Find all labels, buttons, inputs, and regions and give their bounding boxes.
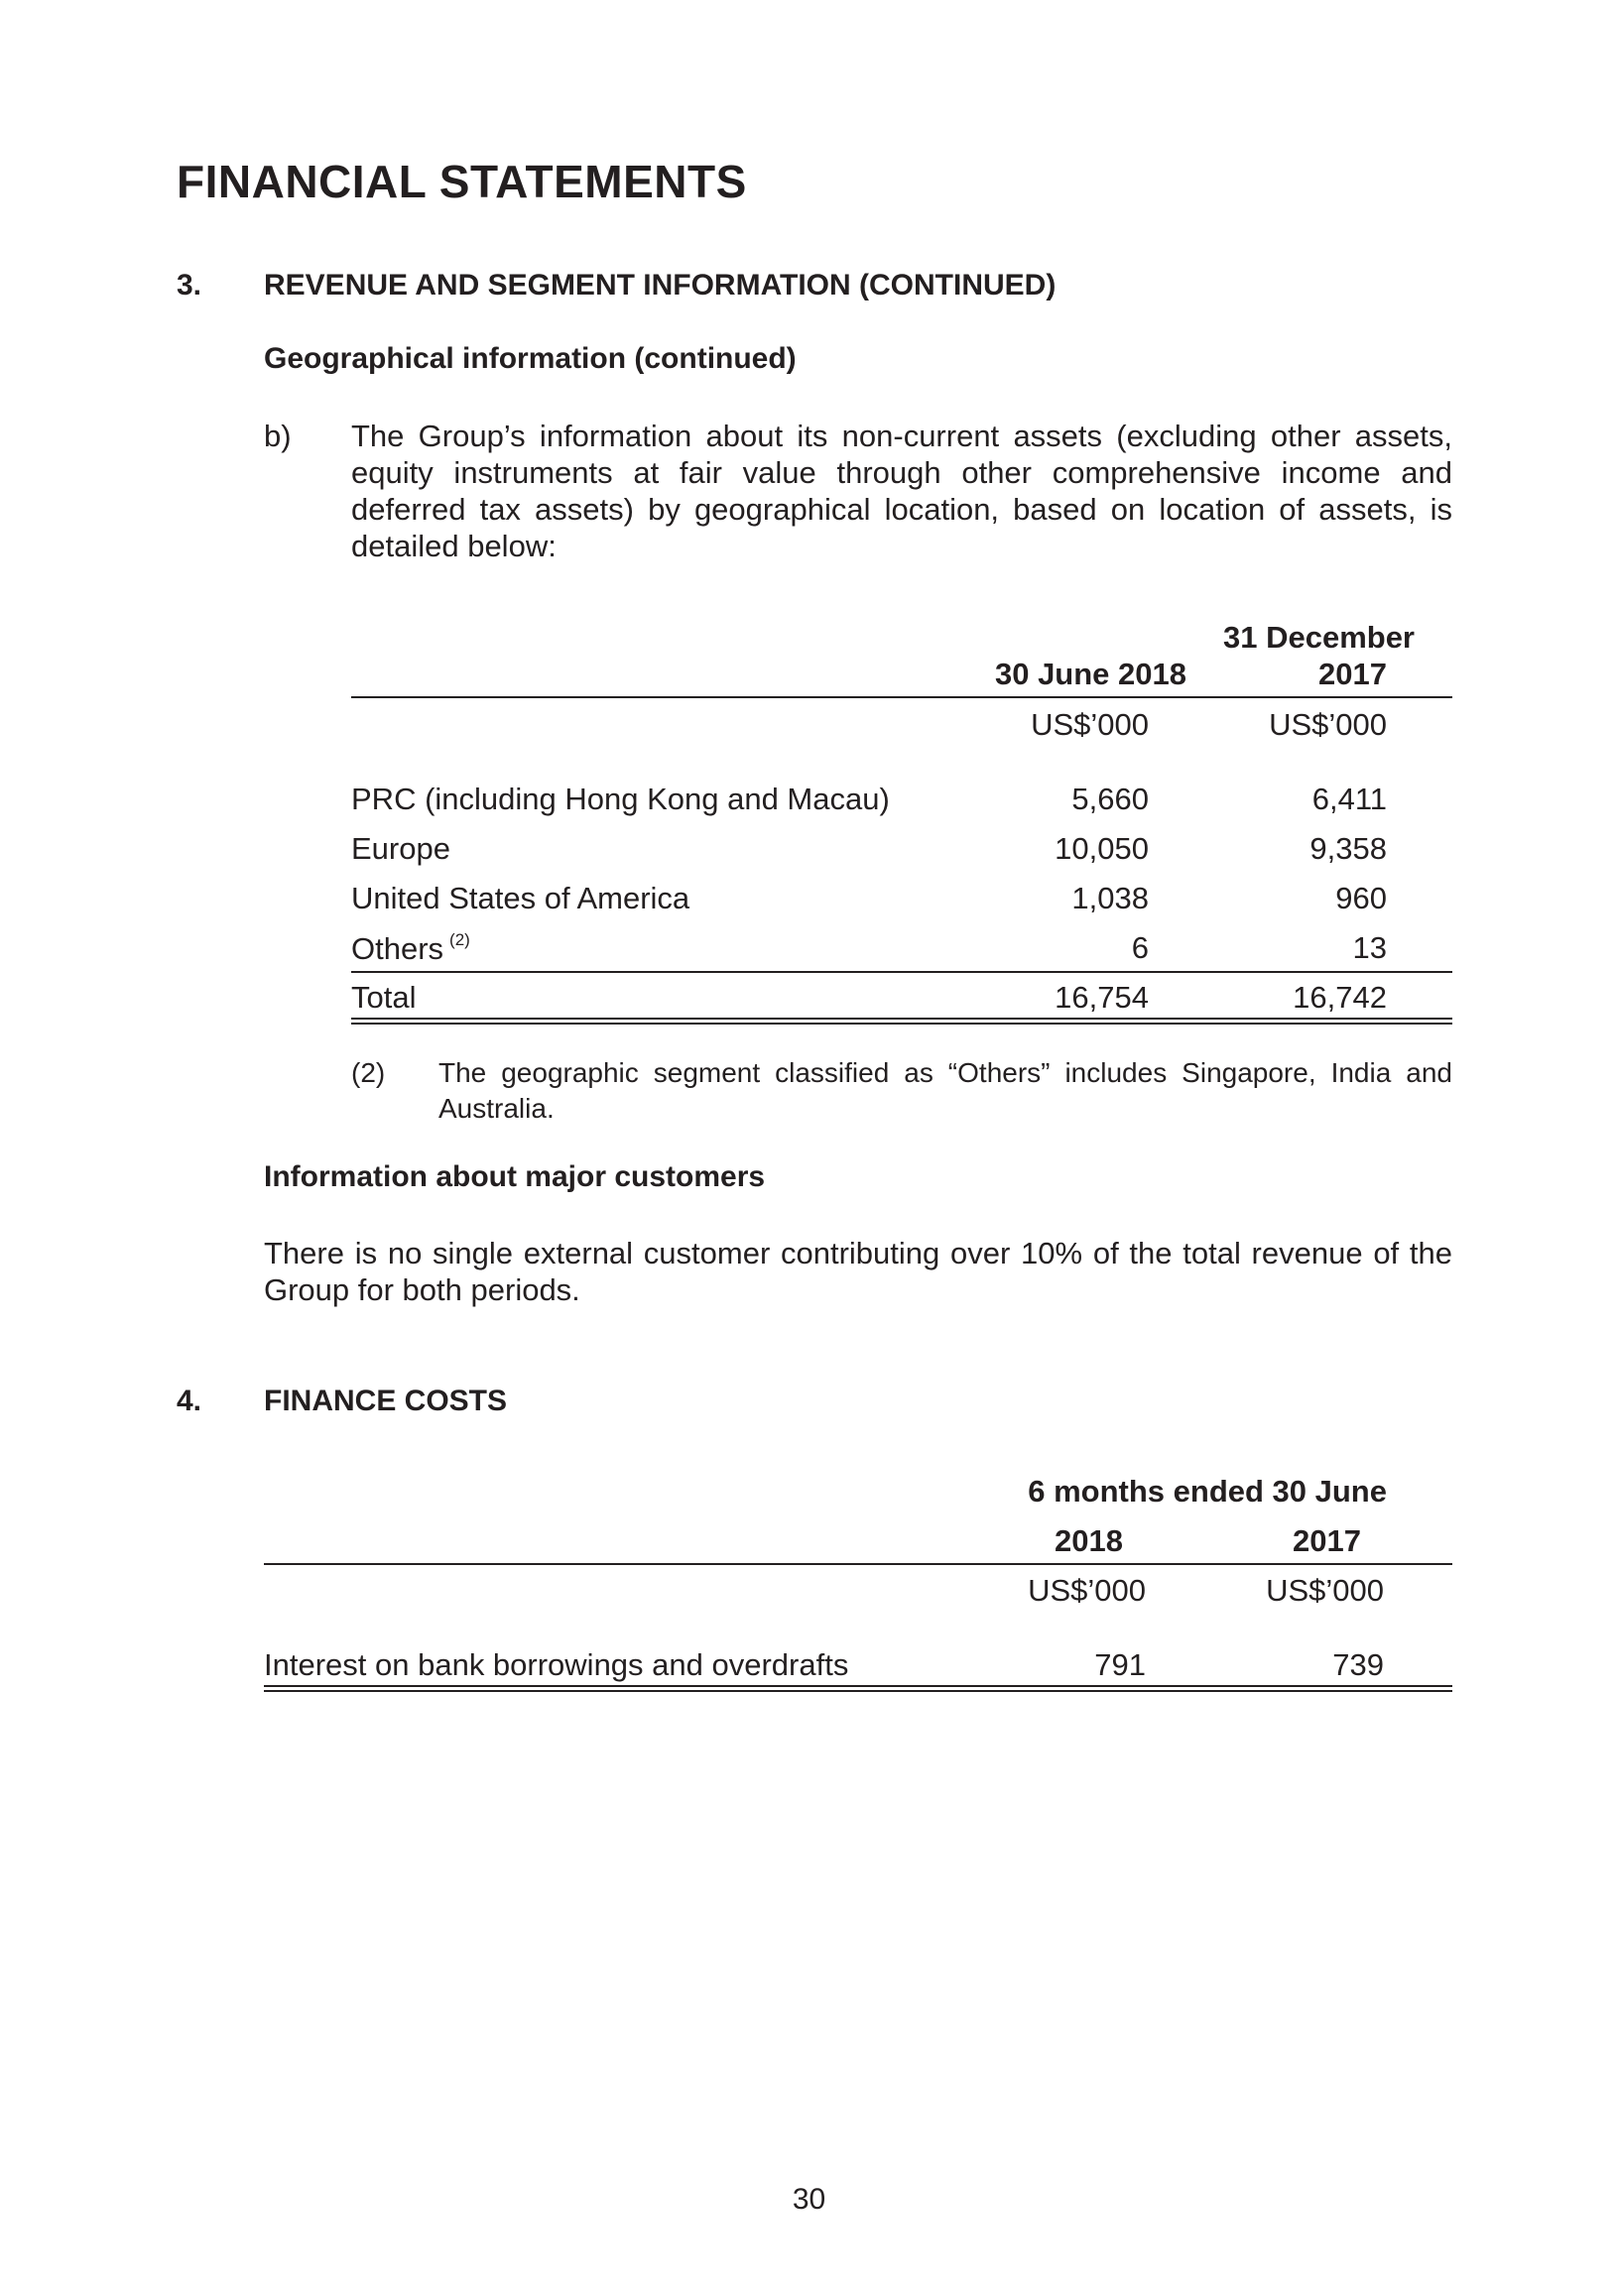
finance-cell-2018: 791 bbox=[1094, 1647, 1146, 1682]
total-2018: 16,754 bbox=[1055, 980, 1149, 1015]
major-customers-text: There is no single external customer contributing over 10% of the total revenue of the Group for both periods. bbox=[264, 1236, 1452, 1307]
table-row-label bbox=[351, 930, 470, 967]
finance-row-label: Interest on bank borrowings and overdrafts bbox=[264, 1647, 849, 1682]
table-cell-2018: 1,038 bbox=[1071, 881, 1149, 915]
table-cell-2017: 960 bbox=[1335, 881, 1387, 915]
table-row-label: Europe bbox=[351, 831, 450, 866]
col2-header-line2: 2017 bbox=[1318, 657, 1387, 691]
table-row-label: United States of America bbox=[351, 881, 690, 915]
item-text: The Group’s information about its non-current assets (excluding other assets, equity instruments at fair value through other comprehensive income and deferred tax assets) by geographical location, based on location of assets, is detailed below: bbox=[351, 419, 1452, 563]
col2-header-line1: 31 December bbox=[1222, 620, 1415, 655]
section-3-number: 3. bbox=[177, 269, 202, 302]
item-label: b) bbox=[264, 419, 292, 453]
geographical-subheading: Geographical information (continued) bbox=[264, 342, 797, 375]
page-title: FINANCIAL STATEMENTS bbox=[177, 156, 747, 207]
table-cell-2018: 10,050 bbox=[1055, 831, 1149, 866]
major-customers-heading: Information about major customers bbox=[264, 1160, 766, 1193]
table-cell-2017: 13 bbox=[1352, 930, 1387, 965]
total-double-rule bbox=[351, 1018, 1452, 1025]
table-row-label: PRC (including Hong Kong and Macau) bbox=[351, 782, 890, 816]
finance-header-rule bbox=[264, 1563, 1452, 1565]
table-cell-2018: 6 bbox=[1131, 930, 1149, 965]
total-2017: 16,742 bbox=[1293, 980, 1387, 1015]
section-4-number: 4. bbox=[177, 1385, 202, 1417]
unit-col2: US$’000 bbox=[1269, 707, 1387, 742]
table-cell-2017: 6,411 bbox=[1311, 782, 1387, 816]
finance-col2-header: 2017 bbox=[1293, 1523, 1361, 1558]
col1-header: 30 June 2018 bbox=[994, 657, 1186, 691]
unit-col1: US$’000 bbox=[1031, 707, 1149, 742]
total-rule bbox=[351, 971, 1452, 973]
finance-col1-header: 2018 bbox=[1055, 1523, 1123, 1558]
header-rule bbox=[351, 696, 1452, 698]
finance-unit-col1: US$’000 bbox=[1028, 1573, 1146, 1608]
footnote-label: (2) bbox=[351, 1057, 386, 1088]
finance-unit-col2: US$’000 bbox=[1266, 1573, 1384, 1608]
footnote-marker: (2) bbox=[449, 930, 470, 949]
others-label: Others bbox=[351, 931, 444, 966]
footnote-text: The geographic segment classified as “Others” includes Singapore, India and Australia. bbox=[438, 1057, 1452, 1124]
page-number: 30 bbox=[792, 2183, 826, 2216]
section-3-title: REVENUE AND SEGMENT INFORMATION (CONTINUED) bbox=[264, 269, 1057, 302]
finance-cell-2017: 739 bbox=[1332, 1647, 1384, 1682]
table-cell-2018: 5,660 bbox=[1071, 782, 1149, 816]
period-header: 6 months ended 30 June bbox=[1028, 1474, 1387, 1509]
table-cell-2017: 9,358 bbox=[1309, 831, 1387, 866]
finance-double-rule bbox=[264, 1685, 1452, 1692]
section-4-title: FINANCE COSTS bbox=[264, 1385, 508, 1417]
total-label: Total bbox=[351, 980, 417, 1015]
